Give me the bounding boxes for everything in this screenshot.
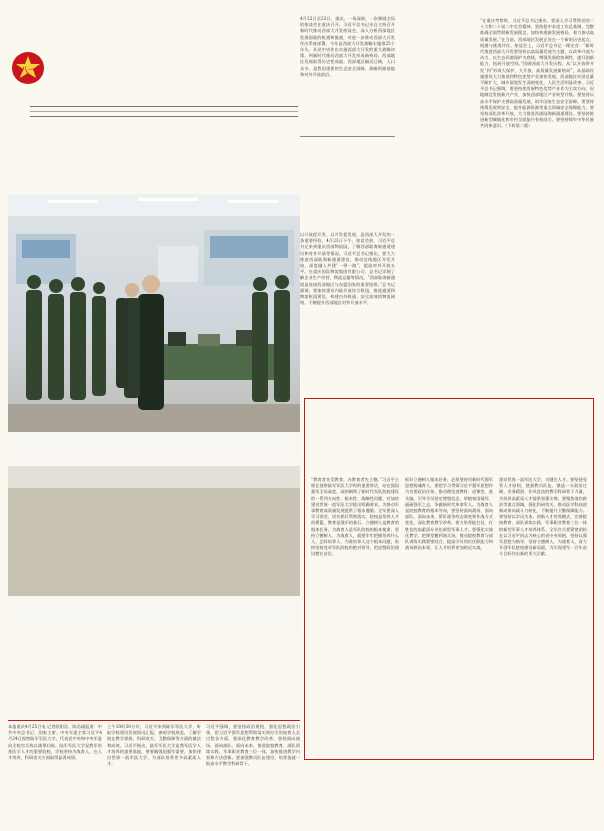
middle-column-text: 以开放促开发、以开发促发展，是西部大开发的一条重要经验。4月23日下午，座谈会前，习近平总书记来到重庆西部物流园，了解西部陆海新通道建设和对外开放等情况。习近平总书记指出，要大力推进西部陆海新通道建设，推动沿线地区开发开放，深度融入共建“一带一路”，提高对外开放水平。在重庆国际物流集团有限公司，总书记详细了解企业生产经营、物流运输等情况。“西部陆海新通道是连接西部地区与东盟国家的重要纽带。”总书记强调，要加快建设内陆开放综合枢纽，推进通道和物流枢纽建设，构建内外联通、安全高效的物流网络，不断提升西部地区对外开放水平。 <box>300 232 395 306</box>
feature-col-3: 建设世界一流军医大学，关键在人才。要坚持党管人才原则，建强教员队伍，锻造一支政治过硬、业务精湛、作风优良的教学科研骨干力量，为培养高素质人才提供坚强支撑。要聚焦战伤救治等重点领域，强化科研攻关，推动医学科技创新成果向战斗力转化，不断提升卫勤保障能力。要坚持以学员为本，创新人才培养模式，完善院校教育、部队训练实践、军事职业教育三位一体的新型军事人才培养体系。全军官兵要紧密团结在以习近平同志为核心的党中央周围，坚持以强军思想为指导，坚持立德树人、为战育人，奋力开创军队院校建设新局面，为实现建军一百年奋斗目标作出新的更大贡献。 <box>499 477 587 557</box>
masthead <box>10 12 295 112</box>
bayi-star-icon <box>10 50 46 86</box>
right-column-text: “在重庆考察时，习近平总书记指出，要深入学习贯彻党的二十大和二十届二中全会精神，坚持稳中求进工作总基调，完整准确全面贯彻新发展理念，加快构建新发展格局，着力推动高质量发展。”在当前，西部地区发展正处在一个新的历史起点，机遇与挑战并存。座谈会上，习近平总书记一锤定音：“新时代推进西部大开发要坚持以高质量发展为主题，以改革开放为动力，以生态环境保护为底线，增强发展的协调性，提升创新能力，拓展开放空间。”回顾西部大开发历程，从“以开放带开发”到“形成大保护、大开放、高质量发展新格局”，从基础设施建设大力推进到特色优势产业加快发展，西部地区经济总量不断扩大，城乡面貌发生深刻变化，人民生活明显改善。习近平总书记强调，要坚持把发展特色优势产业作为主攻方向，因地制宜发展新兴产业，加快西部地区产业转型升级。要坚持以高水平保护支撑高质量发展，筑牢国家生态安全屏障。要坚持统筹发展和安全，提升能源资源等重点领域安全保障能力。要坚持深化改革开放，大力推进西部陆海新通道建设。要坚持推进新型城镇化和乡村全面振兴有机结合。要坚持铸牢中华民族共同体意识。（下转第二版） <box>480 18 594 129</box>
top-article-text: 4月22日至23日，重庆。一场深刻、一次擘画全局的座谈会在重庆召开。习近平总书记亲自主持召开新时代推动西部大开发座谈会，深入分析西部地区发展面临的机遇和挑战，对进一步推动西部大开发作出系统部署。今年是西部大开发战略实施第25个年头。从党中央作出实施西部大开发的重大战略决策，到新时代推动西部大开发形成新格局，西部地区发展取得历史性成就。西部地区幅员辽阔，人口众多，是我国重要的生态安全屏障、战略资源基地和对外开放前沿。 <box>300 16 395 77</box>
lead-photo-illustration <box>8 194 300 462</box>
group-photo <box>8 466 300 634</box>
bottom-left-text-1: 本报重庆4月25日电 记者欧阳浩、陈浩瑜报道：中共中央总书记、国家主席、中央军委主席习近平4月24日视察陆军军医大学，代表党中央和中央军委向全校官兵致以诚挚问候。陆军军医大学是我军培养医学人才的重要院校，学校坚持为战育人，在人才培养、科研攻关方面取得显著成绩。 <box>8 724 102 761</box>
feature-col-1: “教育者先受教育，办教育者先立德。”习近平主席在视察陆军军医大学时的重要讲话，站在强国强军全局高度，深刻阐明了新时代军队院校建设的一系列方向性、根本性、战略性问题，对加快建设世界一流军医大学提出明确要求，为推动军事教育高质量发展提供了根本遵循。全军要深入学习领会，切实抓好贯彻落实。院校是培养人才的摇篮，教育是强军的基石。立德树人是教育的根本任务，为战育人是军队院校的根本使命。坚持立德树人、为战育人，就要牢牢把握培养什么人、怎样培养人、为谁培养人这个根本问题，始终坚持党对军队院校的绝对领导，把思想政治建设摆在首位。 <box>311 477 399 557</box>
group-photo-illustration <box>8 466 300 634</box>
feature-col-2: 抓好立德树人根本任务，必须坚持用新时代强军思想铸魂育人。要把学习贯彻习近平强军思想作为首要政治任务，推动理论进教材、进课堂、进头脑，引导学员坚定理想信念、厚植家国情怀、砥砺强军之志，争做新时代革命军人。为战育人是院校教育的根本导向，要坚持面向战场、面向部队、面向未来，紧盯战争形态演变和作战方式变化，深化教育教学改革，着力培养能打仗、打胜仗的高素质专业化新型军事人才。要强化实战化教学，把课堂搬到演兵场，推动院校教育与部队训练实践紧密结合，提高学员岗位任职能力和战场救治本领，让人才培养更加贴近实战。 <box>405 477 493 551</box>
feature-article <box>304 398 594 760</box>
svg-text:八一: 八一 <box>21 66 35 74</box>
lead-photo <box>8 194 300 462</box>
middle-column <box>300 140 395 398</box>
bottom-left-text-3: 习近平强调，要坚持政治建校，强化思想政治引领，把习近平强军思想贯彻落实到办学治校育人全过程各方面。要深化教育教学改革，坚持面向战场、面向部队、面向未来，推进院校教育、部队训练实践、军事职业教育三位一体，加快推进教学内容和方法创新。要加强教员队伍建设，培养造就一批高水平教学科研骨干。 <box>206 724 300 767</box>
bottom-left-text-2: 上午10时30分许，习近平来到陆军军医大学，听取学校建设发展情况汇报，参观学校展览，了解学校在教学训练、科研攻关、卫勤保障等方面的做法和成效。习近平指出，陆军军医大学是我军医学人才培养的重要基地，要着眼强国强军需要，加快建设世界一流军医大学，为部队培养更多高素质人才。 <box>107 724 201 767</box>
